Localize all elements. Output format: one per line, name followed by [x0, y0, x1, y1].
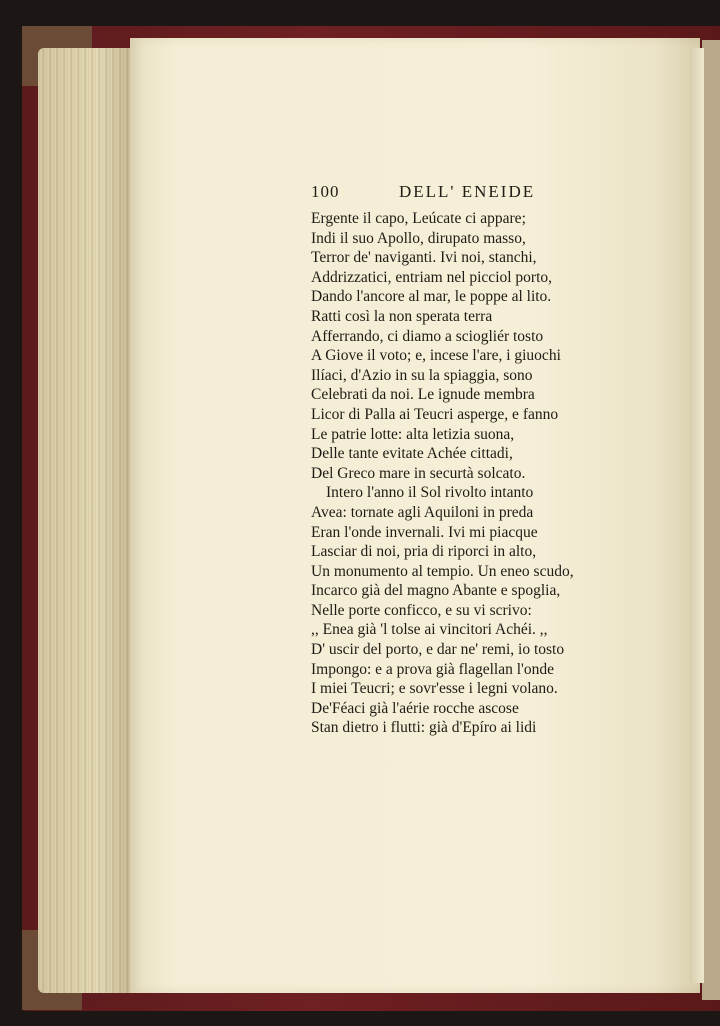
verse-line: Lasciar di noi, pria di riporci in alto, [311, 543, 537, 561]
verse-line: Ilíaci, d'Azio in su la spiaggia, sono [311, 366, 533, 384]
verse-line: Ergente il capo, Leúcate ci appare; [311, 210, 526, 227]
verse-line: Le patrie lotte: alta letizia suona, [311, 425, 515, 443]
page-stack-shade [38, 48, 138, 993]
verse-line: Dando l'ancore al mar, le poppe al lito. [311, 288, 552, 306]
page-number: 100 [311, 182, 340, 201]
verse-line: Celebrati da noi. Le ignude membra [311, 386, 535, 404]
verse-line: D' uscir del porto, e dar ne' remi, io tosto [311, 641, 565, 659]
running-header [311, 182, 547, 204]
verse-line: Terror de' naviganti. Ivi noi, stanchi, [311, 249, 537, 267]
verse-line: De'Féaci già l'aérie rocche ascose [311, 699, 519, 717]
verse-line: Un monumento al tempio. Un eneo scudo, [311, 562, 574, 580]
verse-line: Ratti così la non sperata terra [311, 307, 493, 325]
verse-line: Eran l'onde invernali. Ivi mi piacque [311, 523, 538, 541]
verse-line: Intero l'anno il Sol rivolto intanto [326, 484, 534, 502]
verse-line: Avea: tornate agli Aquiloni in preda [311, 503, 534, 521]
verse-line: Afferrando, ci diamo a sciogliér tosto [311, 327, 544, 345]
verse-line: Del Greco mare in securtà solcato. [311, 464, 526, 482]
verse-line: Addrizzatici, entriam nel picciol porto, [311, 268, 553, 286]
verse-line: Nelle porte conficco, e su vi scrivo: [311, 601, 532, 619]
verse-line: Indi il suo Apollo, dirupato masso, [311, 229, 526, 247]
verse-line: A Giove il voto; e, incese l'are, i giuochi [311, 347, 561, 365]
running-title: DELL' ENEIDE [399, 182, 536, 201]
verse-line: Licor di Palla ai Teucri asperge, e fanno [311, 405, 559, 423]
verse-line: I miei Teucri; e sovr'esse i legni volano. [311, 680, 558, 698]
verse-line: Impongo: e a prova già flagellan l'onde [311, 660, 554, 678]
page-gutter [690, 48, 704, 983]
verse-line: Incarco già del magno Abante e spoglia, [311, 582, 561, 600]
verse-block [311, 209, 611, 738]
facing-page-edge [702, 40, 720, 1000]
verse-line: Stan dietro i flutti: già d'Epíro ai lidi [311, 719, 537, 737]
verse-line: ,, Enea già 'l tolse ai vincitori Achéi. ,, [311, 621, 548, 639]
verse-line: Delle tante evitate Achée cittadi, [311, 445, 513, 463]
